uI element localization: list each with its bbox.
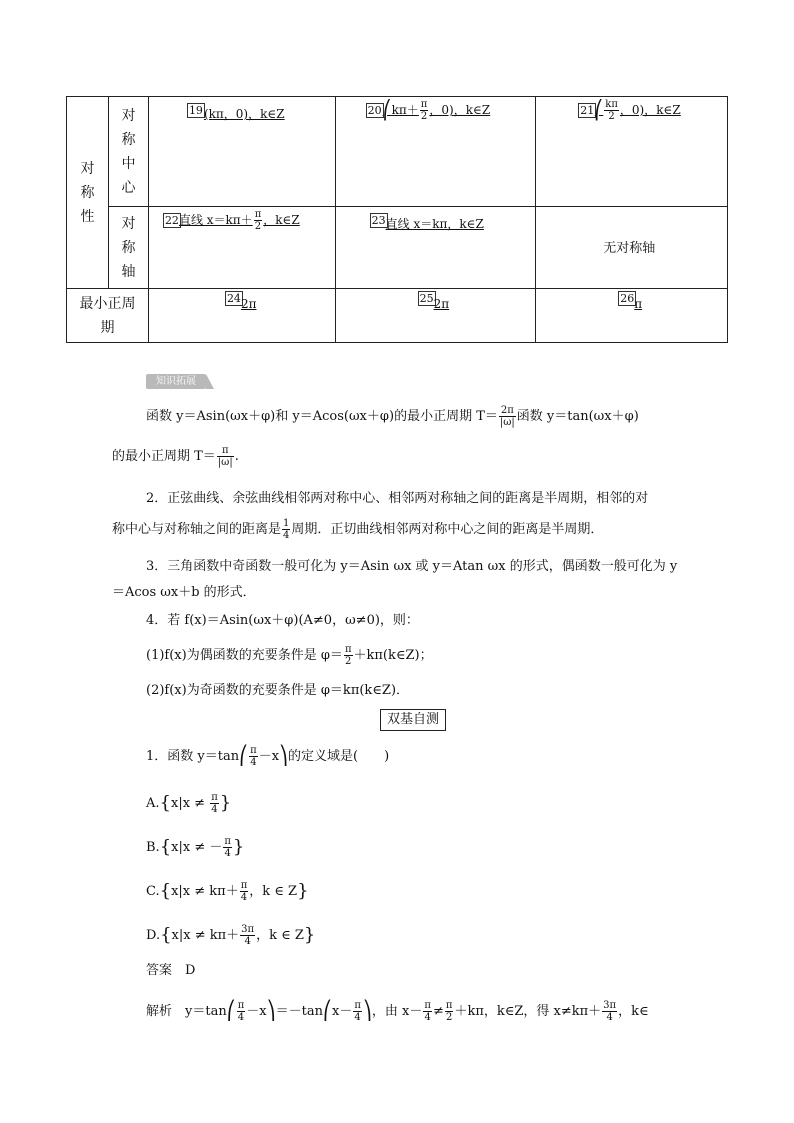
cos-axis-answer: 直线 x＝kπ，k∈Z: [385, 217, 484, 231]
tan-axis-text: 无对称轴: [603, 241, 656, 256]
sin-period-answer: 2π: [240, 297, 257, 311]
self-test-heading: 双基自测: [380, 709, 446, 731]
blank-number: 23: [371, 214, 386, 227]
sin-axis-answer: 直线 x＝kπ＋ $\frac{\pi}{2}$ ，k∈Z: [178, 209, 300, 232]
sin-center-answer: (kπ，0)，k∈Z: [203, 107, 285, 121]
question-1: 1．函数 y＝tan⎛ $\frac{\pi}{4}$ －x⎞的定义域是( ): [146, 745, 390, 768]
blank-number: 21: [580, 104, 595, 117]
knowledge-extension-tag: 知识拓展: [146, 374, 206, 389]
blank-number: 25: [419, 292, 434, 305]
cos-center-answer: ⎛kπ＋ $\frac{\pi}{2}$ ，0)，k∈Z: [382, 99, 491, 122]
extension-item-2: 2．正弦曲线、余弦曲线相邻两对称中心、相邻两对称轴之间的距离是半周期，相邻的对: [146, 491, 649, 506]
option-c[interactable]: C.{x|x ≠ kπ＋ $\frac{\pi}{4}$ ，k ∈ Z}: [146, 880, 309, 903]
extension-item-1-cont: 的最小正周期 T＝ $\frac{\pi}{|\omega|}$ .: [112, 445, 239, 468]
answer-line: 答案 D: [146, 963, 196, 978]
option-a[interactable]: A.{x|x ≠ $\frac{\pi}{4}$ }: [146, 792, 232, 815]
extension-item-4: 4．若 f(x)＝Asin(ωx＋φ)(A≠0，ω≠0)，则：: [146, 613, 419, 628]
extension-item-3-cont: ＝Acos ωx＋b 的形式．: [112, 585, 256, 600]
blank-number: 19: [188, 104, 203, 117]
option-b[interactable]: B.{x|x ≠ － $\frac{\pi}{4}$ }: [146, 836, 245, 859]
tan-period-answer: π: [634, 297, 643, 311]
trig-properties-table: [66, 96, 728, 343]
axis-header: [108, 207, 148, 289]
extension-item-1: 函数 y＝Asin(ωx＋φ)和 y＝Acos(ωx＋φ)的最小正周期 T＝ $\frac{2\pi}{|\omega|}$ 函数 y＝tan(ωx＋φ): [146, 405, 639, 428]
axis-label: 对称轴: [121, 215, 136, 280]
period-label: 最小正周期: [79, 295, 136, 336]
extension-item-2-cont: 称中心与对称轴之间的距离是 $\frac{1}{4}$ 周期．正切曲线相邻两对称中心之间的距离是半周期．: [112, 518, 604, 541]
symmetry-label: 对称性: [80, 160, 95, 225]
tan-center-answer: ⎛ $\frac{k\pi}{2}$ ，0)，k∈Z: [594, 99, 681, 122]
symmetry-header: [67, 97, 109, 289]
period-header: [67, 289, 149, 343]
center-label: 对称中心: [121, 107, 136, 196]
extension-item-3: 3．三角函数中奇函数一般可化为 y＝Asin ωx 或 y＝Atan ωx 的形式，偶函数一般可化为 y: [146, 559, 678, 574]
solution-line: 解析 y＝tan⎛ $\frac{\pi}{4}$ －x⎞＝－tan⎛x－ $\frac{\pi}{4}$ ⎞，由 x－ $\frac{\pi}{4}$ ≠ $\frac{\pi}{2}$ ＋kπ，k∈Z，得 x≠kπ＋ $\frac{3\pi}{4}$ ，k∈: [146, 1000, 649, 1023]
blank-number: 20: [367, 104, 382, 117]
blank-number: 24: [226, 292, 241, 305]
blank-number: 22: [164, 214, 179, 227]
option-d[interactable]: D.{x|x ≠ kπ＋ $\frac{3\pi}{4}$ ，k ∈ Z}: [146, 924, 316, 947]
extension-item-4-2: (2)f(x)为奇函数的充要条件是 φ＝kπ(k∈Z)．: [146, 683, 410, 698]
center-header: [108, 97, 148, 207]
cos-period-answer: 2π: [433, 297, 450, 311]
extension-item-4-1: (1)f(x)为偶函数的充要条件是 φ＝ $\frac{\pi}{2}$ ＋kπ(k∈Z)；: [146, 644, 433, 667]
blank-number: 26: [620, 292, 635, 305]
